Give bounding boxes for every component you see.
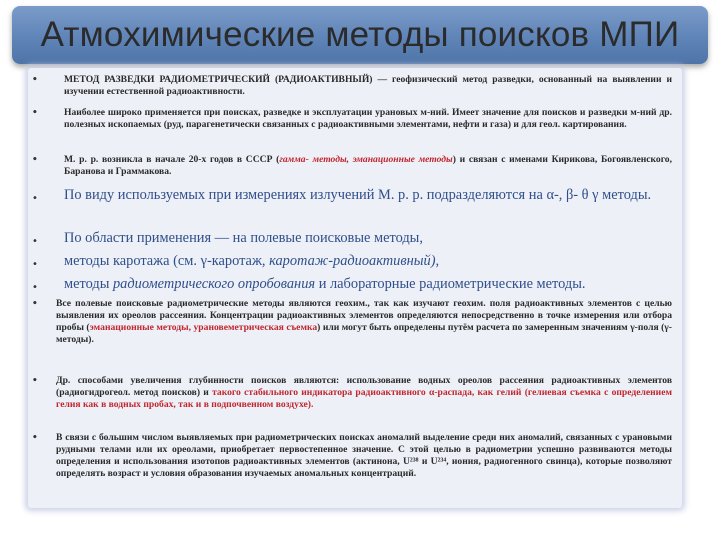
bullet-10-text: В связи с большим числом выявляемых при радиометрических поисках аномалий выделение среди них аномалий, связанных с урановыми рудными телами или их ореолами, приобретает первостепенное значение. С этой целью в радиометрии успешно развиваются методы определения и использования изотопов радиоактивных элементов (актинона, U²³⁸ и U²³⁴, иония, радиогенного свинца), которые позволяют определять возраст и условия образования изучаемых аномальных концентраций. (56, 432, 672, 479)
bullet-6 (28, 251, 682, 271)
bullet-1 (28, 74, 682, 98)
bullet-3 (28, 154, 682, 178)
bullet-2 (28, 107, 682, 131)
bullet-dot-icon: • (32, 108, 38, 118)
slide-title: Атмохимические методы поисков МПИ (40, 15, 680, 54)
bullet-7-italic: радиометрического опробования (112, 276, 316, 292)
title-banner (12, 6, 708, 64)
bullet-8 (28, 298, 682, 346)
bullet-7-text-a: методы (64, 276, 113, 292)
bullet-3-text-a: М. р. р. возникла в начале 20-х годов в СССР ( (64, 154, 280, 165)
bullet-9-text-a: Др. способами увеличения глубинности поисков являются: использование водных ореолов рассеяния радиоактивных элементов (радиогидрогеол. метод поисков) и (56, 375, 672, 398)
bullet-9 (28, 375, 682, 411)
bullet-dot-icon: • (32, 155, 38, 165)
bullet-3-text-b: ) и связан с именами Кирикова, Богоявленского, Баранова и Граммакова. (64, 154, 673, 177)
bullet-4 (28, 185, 682, 205)
bullet-5-text: По области применения — на полевые поисковые методы, (64, 230, 423, 246)
content-panel (28, 68, 682, 508)
bullet-dot-icon: • (32, 259, 38, 270)
bullet-2-text: Наиболее широко применяется при поисках, разведке и эксплуатации урановых м-ний. Имеет значение для поисков и разведки м-ний др. полезных ископаемых (руд, парагенетически связанных с радиоактивными элементами, нефти и газа) и для геол. картирования. (64, 107, 672, 130)
bullet-8-text-b: ) или могут быть определены путём расчета по замеренным значениям γ-поля (γ-методы). (56, 322, 672, 345)
bullet-dot-icon: • (32, 75, 38, 85)
bullet-8-highlight: эманационные методы, урановеметрическая съемка (89, 322, 318, 333)
bullet-6-italic: каротаж-радиоактивный) (269, 253, 436, 269)
bullet-8-text-a: Все полевые поисковые радиометрические методы являются геохим., так как изучают геохим. поля радиоактивных элементов с целью выявления их ореолов рассеяния. Концентрации радиоактивных элементов определяются непосредственно в точке измерения или отбора пробы ( (56, 298, 672, 333)
bullet-dot-icon: • (32, 193, 38, 204)
bullet-7 (28, 274, 682, 294)
bullet-dot-icon: • (32, 282, 38, 293)
bullet-dot-icon: • (32, 299, 38, 309)
bullet-4-text: По виду используемых при измерениях излучений М. р. р. подразделяются на α-, β- θ γ методы. (64, 187, 652, 203)
bullet-6-text-b: , (435, 253, 440, 269)
bullet-7-text-b: и лабораторные радиометрические методы. (315, 276, 586, 292)
bullet-dot-icon: • (32, 433, 38, 443)
bullet-9-highlight: такого стабильного индикатора радиоактивного α-распада, как гелий (гелиевая съемка с определением гелия как в водных пробах, так и в подпочвенном воздухе). (56, 387, 672, 410)
bullet-dot-icon: • (32, 376, 38, 386)
bullet-6-text-a: методы каротажа (см. γ-каротаж, (64, 253, 270, 269)
bullet-10 (28, 432, 682, 480)
bullet-dot-icon: • (32, 236, 38, 247)
bullet-5 (28, 228, 682, 248)
bullet-1-text: МЕТОД РАЗВЕДКИ РАДИОМЕТРИЧЕСКИЙ (РАДИОАКТИВНЫЙ) — геофизический метод разведки, основанный на выявлении и изучении естественной радиоактивности. (64, 74, 672, 97)
bullet-3-highlight: гамма- методы, эманационные методы (279, 154, 453, 165)
